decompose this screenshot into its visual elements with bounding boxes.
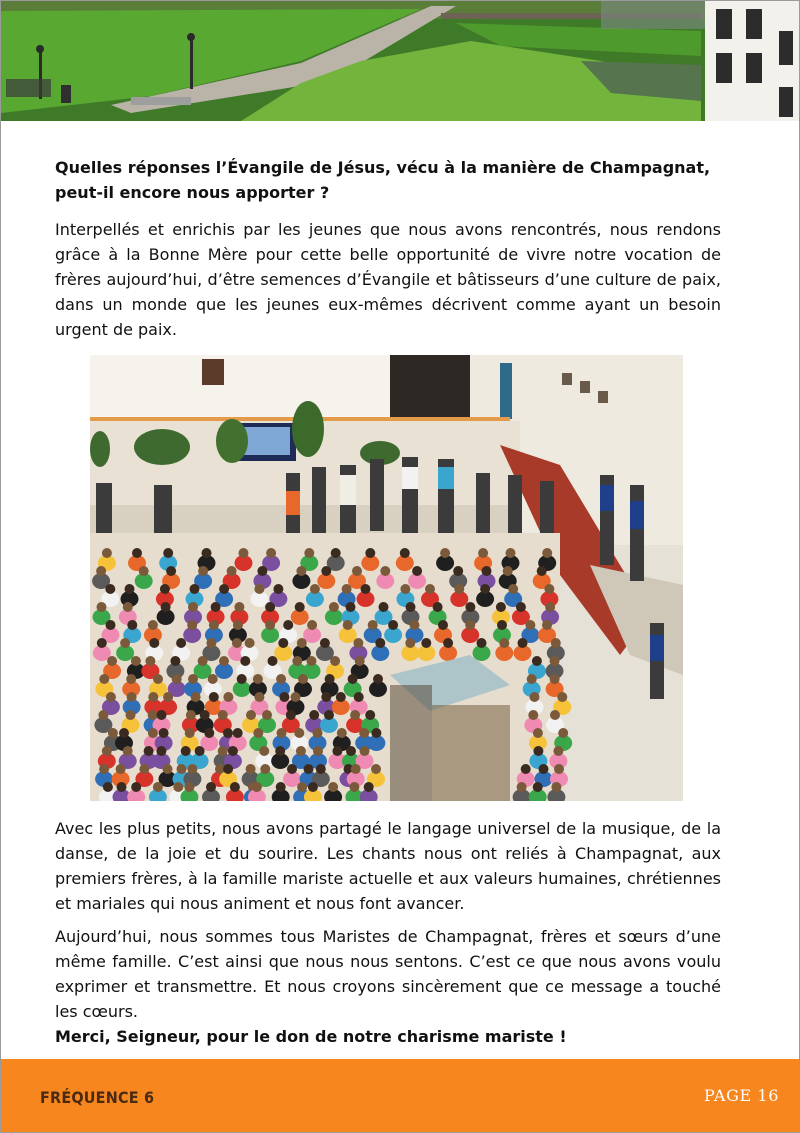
footer-bar <box>1 1059 799 1132</box>
publication-name: FRÉQUENCE 6 <box>40 1088 155 1107</box>
section-heading: Quelles réponses l’Évangile de Jésus, vécu à la manière de Champagnat, peut-il encore nous apporter ? <box>55 158 711 202</box>
paragraph-1: Interpellés et enrichis par les jeunes que nous avons rencontrés, nous rendons grâce à la Bonne Mère pour cette belle opportunité de vivre notre vocation de frères aujourd’hui, d’être semences d’Évangile et bâtisseurs d’une culture de paix, dans un monde que les jeunes eux-mêmes décrivent comme ayant un besoin urgent de paix. <box>55 220 721 339</box>
event-photo-children-gathering <box>90 355 683 801</box>
page-number: PAGE 16 <box>704 1086 779 1105</box>
header-photo-campus-lawn <box>1 1 799 121</box>
paragraph-2: Avec les plus petits, nous avons partagé le langage universel de la musique, de la danse, de la joie et du sourire. Les chants nous ont reliés à Champagnat, aux premiers frères, à la famille mariste actuelle et aux valeurs humaines, chrétiennes et mariales qui nous animent et nous font avancer. <box>55 819 721 913</box>
paragraph-3: Aujourd’hui, nous sommes tous Maristes de Champagnat, frères et sœurs d’une même famille. C’est ainsi que nous nous sentons. C’est ce que nous avons voulu exprimer et transmettre. Et nous croyons sincèrement que ce message a touché les cœurs. <box>55 927 721 1021</box>
closing-prayer: Merci, Seigneur, pour le don de notre charisme mariste ! <box>55 1027 567 1046</box>
